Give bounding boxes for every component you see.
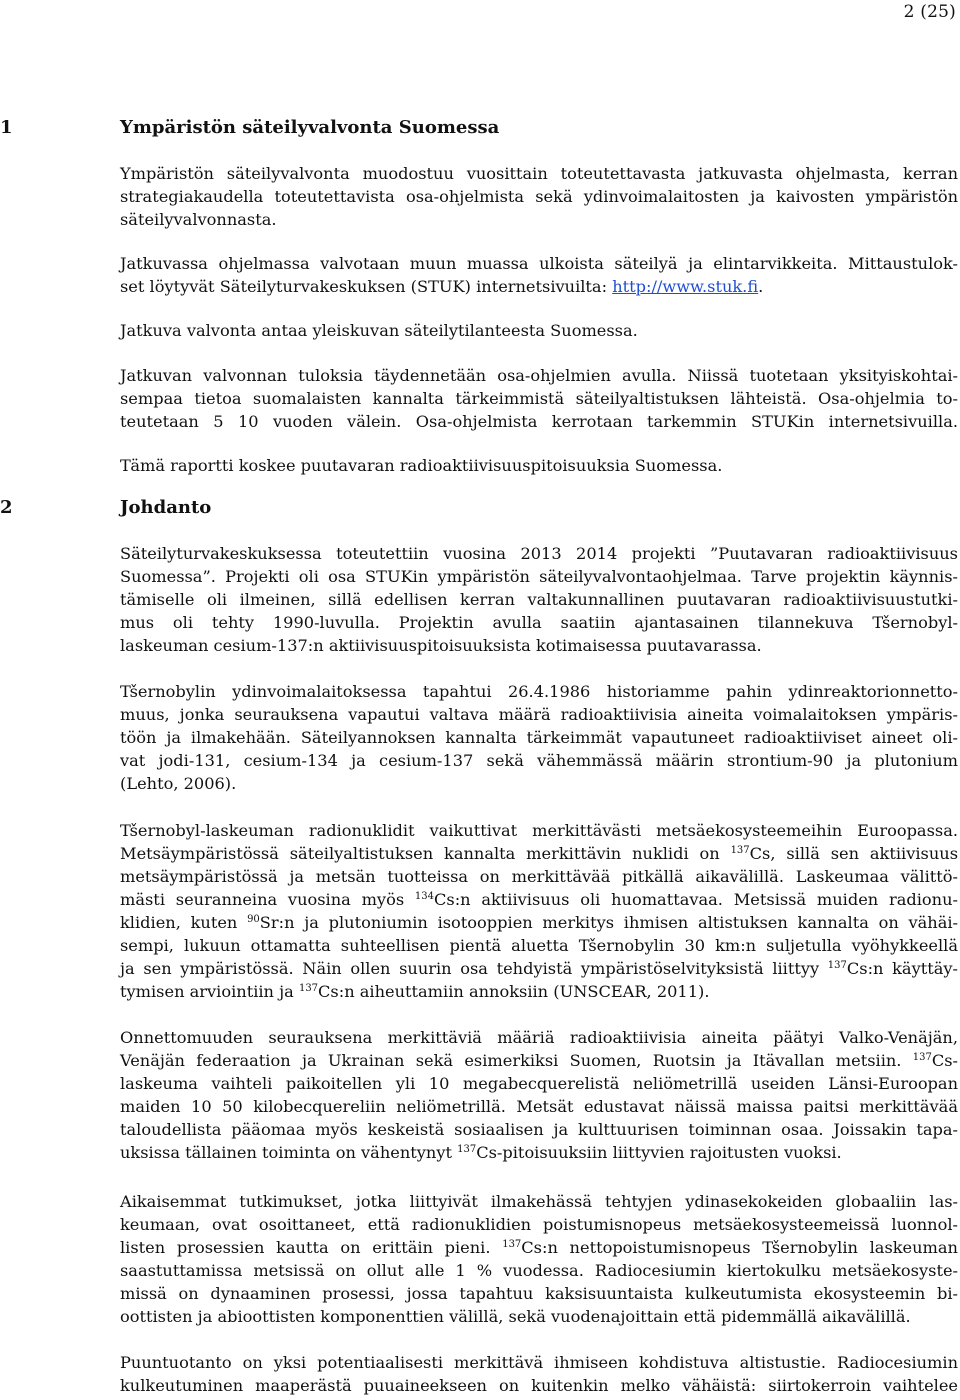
- text-run: listen prosessien kautta on erittäin pieni.: [120, 1238, 503, 1257]
- text-line: muus, jonka seurauksena vapautui valtava määrä radioaktiivisia aineita voimalaitoksen ympäris-: [120, 705, 958, 724]
- text-line: Aikaisemmat tutkimukset, jotka liittyivät ilmakehässä tehtyjen ydinasekokeiden globaaliin las-: [120, 1192, 958, 1211]
- text-line: [120, 1141, 958, 1164]
- text-run: .: [758, 277, 764, 296]
- text-line: Jatkuvassa ohjelmassa valvotaan muun muassa ulkoista säteilyä ja elintarvikkeita. Mittaustulok-: [120, 254, 958, 273]
- text-line: Suomessa”. Projekti oli osa STUKin ympäristön säteilyvalvontaohjelmaa. Tarve projektin käynnis-: [120, 567, 958, 586]
- text-line: Tämä raportti koskee puutavaran radioaktiivisuuspitoisuuksia Suomessa.: [120, 456, 723, 475]
- text-run: klidien, kuten: [120, 913, 248, 932]
- text-run: Sr:n ja plutoniumin isotooppien merkitys ihmisen altistuksen kannalta on vähäi-: [259, 913, 958, 932]
- paragraph: [120, 1351, 958, 1397]
- text-line: [120, 957, 958, 980]
- text-run: Cs-: [931, 1051, 958, 1070]
- paragraph: [120, 454, 958, 477]
- paragraph: [120, 364, 958, 433]
- paragraph: [120, 252, 958, 298]
- superscript: 137: [298, 983, 319, 994]
- text-line: Puuntuotanto on yksi potentiaalisesti merkittävä ihmiseen kohdistuva altistustie. Radiocesiumin: [120, 1353, 958, 1372]
- superscript: 90: [247, 914, 260, 925]
- text-line: tämiselle oli ilmeinen, sillä edellisen kerran valtakunnallinen puutavaran radioaktiivisuustutki-: [120, 590, 958, 609]
- superscript: 137: [912, 1052, 932, 1063]
- text-line: oottisten ja abioottisten komponenttien välillä, sekä vuodenajoittain että pidemmällä aikavälillä.: [120, 1307, 911, 1326]
- paragraph: [120, 162, 958, 231]
- text-line: Tšernobyl-laskeuman radionuklidit vaikuttivat merkittävästi metsäekosysteemeihin Euroopassa.: [120, 821, 958, 840]
- text-line: [120, 1049, 958, 1072]
- text-run: mästi seuranneina vuosina myös: [120, 890, 415, 909]
- text-line: taloudellista pääomaa myös keskeistä sosiaalisen ja kulttuurisen toiminnan osaa. Joissakin tapa-: [120, 1120, 958, 1139]
- text-line: [120, 842, 958, 865]
- superscript: 137: [827, 960, 847, 971]
- page-number: 2 (25): [903, 2, 956, 22]
- stuk-website-link[interactable]: http://www.stuk.fi: [612, 277, 759, 296]
- section-title: Johdanto: [120, 497, 212, 518]
- superscript: 137: [502, 1239, 522, 1250]
- text-line: missä on dynaaminen prosessi, jossa tapahtuu kaksisuuntaista kulkeutumista ekosysteemin bi-: [120, 1284, 958, 1303]
- text-line: Tšernobylin ydinvoimalaitoksessa tapahtui 26.4.1986 historiamme pahin ydinreaktorionnetto-: [120, 682, 958, 701]
- text-line: töön ja ilmakehään. Säteilyannoksen kannalta tärkeimmät vapautuneet radioaktiiviset aineet oli-: [120, 728, 958, 747]
- text-run: ja sen ympäristössä. Näin ollen suurin osa tehdyistä ympäristöselvityksistä liittyy: [120, 959, 828, 978]
- section-title: Ympäristön säteilyvalvonta Suomessa: [120, 117, 500, 138]
- text-line: Onnettomuuden seurauksena merkittäviä määriä radioaktiivisia aineita päätyi Valko-Venäjän,: [120, 1028, 958, 1047]
- text-run: Venäjän federaation ja Ukrainan sekä esimerkiksi Suomen, Ruotsin ja Itävallan metsiin.: [120, 1051, 913, 1070]
- text-run: tymisen arviointiin ja: [120, 982, 299, 1001]
- text-run: Cs:n käyttäy-: [846, 959, 958, 978]
- text-line: Ympäristön säteilyvalvonta muodostuu vuosittain toteutettavasta jatkuvasta ohjelmasta, kerran: [120, 164, 958, 183]
- text-line: Jatkuvan valvonnan tuloksia täydennetään osa-ohjelmien avulla. Niissä tuotetaan yksityiskohtai-: [120, 366, 958, 385]
- text-run: Metsäympäristössä säteilyaltistuksen kannalta merkittävin nuklidi on: [120, 844, 731, 863]
- paragraph: [120, 680, 958, 795]
- paragraph: [120, 319, 958, 342]
- superscript: 137: [730, 845, 750, 856]
- text-line: maiden 10 50 kilobecquereliin neliömetrillä. Metsät edustavat näissä maissa paitsi merkittävää: [120, 1097, 958, 1116]
- section-number: 1: [0, 117, 13, 138]
- text-line: laskeuman cesium-137:n aktiivisuuspitoisuuksista kotimaisessa puutavarassa.: [120, 636, 762, 655]
- text-run: set löytyvät Säteilyturvakeskuksen (STUK) internetsivuilta:: [120, 277, 613, 296]
- paragraph: [120, 1026, 958, 1164]
- paragraph: [120, 542, 958, 657]
- text-run: uksissa tällainen toiminta on vähentynyt: [120, 1143, 458, 1162]
- superscript: 134: [414, 891, 434, 902]
- text-line: mus oli tehty 1990-luvulla. Projektin avulla saatiin ajantasainen tilannekuva Tšernobyl-: [120, 613, 958, 632]
- text-line: [120, 888, 958, 911]
- text-line: saastuttamissa metsissä on ollut alle 1 % vuodessa. Radiocesiumin kiertokulku metsäekosyste-: [120, 1261, 958, 1280]
- text-line: [120, 911, 958, 934]
- text-line: laskeuma vaihteli paikoitellen yli 10 megabecquerelistä neliömetrillä useiden Länsi-Euroopan: [120, 1074, 958, 1093]
- text-line: metsäympäristössä ja metsän tuotteissa on merkittävää pitkällä aikavälillä. Laskeumaa välittö-: [120, 867, 958, 886]
- superscript: 137: [457, 1144, 477, 1155]
- text-line: strategiakaudella toteutettavista osa-ohjelmista sekä ydinvoimalaitosten ja kaivosten ympäristön: [120, 187, 958, 206]
- text-line: vat jodi-131, cesium-134 ja cesium-137 sekä vähemmässä määrin strontium-90 ja plutonium: [120, 751, 958, 770]
- text-line: (Lehto, 2006).: [120, 774, 237, 793]
- section-number: 2: [0, 497, 13, 518]
- text-line: teutetaan 5 10 vuoden välein. Osa-ohjelmista kerrotaan tarkemmin STUKin internetsivuilla.: [120, 412, 958, 431]
- text-line: kulkeutuminen maaperästä puuaineekseen on kuitenkin melko vähäistä: siirtokerroin vaihtelee: [120, 1376, 958, 1395]
- text-line: [120, 275, 958, 298]
- paragraph: [120, 1190, 958, 1328]
- text-line: keumaan, ovat osoittaneet, että radionuklidien poistumisnopeus metsäekosysteemeissä luonnol-: [120, 1215, 958, 1234]
- text-line: [120, 980, 958, 1003]
- text-line: Säteilyturvakeskuksessa toteutettiin vuosina 2013 2014 projekti ”Puutavaran radioaktiivisuus: [120, 544, 958, 563]
- text-line: Jatkuva valvonta antaa yleiskuvan säteilytilanteesta Suomessa.: [120, 321, 638, 340]
- text-run: Cs, sillä sen aktiivisuus: [749, 844, 959, 863]
- text-line: sempaa tietoa suomalaisten kannalta tärkeimmistä säteilyaltistuksen lähteistä. Osa-ohjelmia to-: [120, 389, 958, 408]
- text-line: [120, 1236, 958, 1259]
- text-line: sempi, lukuun ottamatta suhteellisen pientä aluetta Tšernobylin 30 km:n suljetulla vyöhykkeellä: [120, 936, 958, 955]
- text-run: Cs:n nettopoistumisnopeus Tšernobylin laskeuman: [521, 1238, 958, 1257]
- text-run: Cs:n aktiivisuus oli huomattavaa. Metsissä muiden radionu-: [434, 890, 958, 909]
- paragraph: [120, 819, 958, 1003]
- text-line: säteilyvalvonnasta.: [120, 210, 277, 229]
- text-run: Cs-pitoisuuksiin liittyvien rajoitusten vuoksi.: [476, 1143, 842, 1162]
- text-run: Cs:n aiheuttamiin annoksiin (UNSCEAR, 2011).: [318, 982, 710, 1001]
